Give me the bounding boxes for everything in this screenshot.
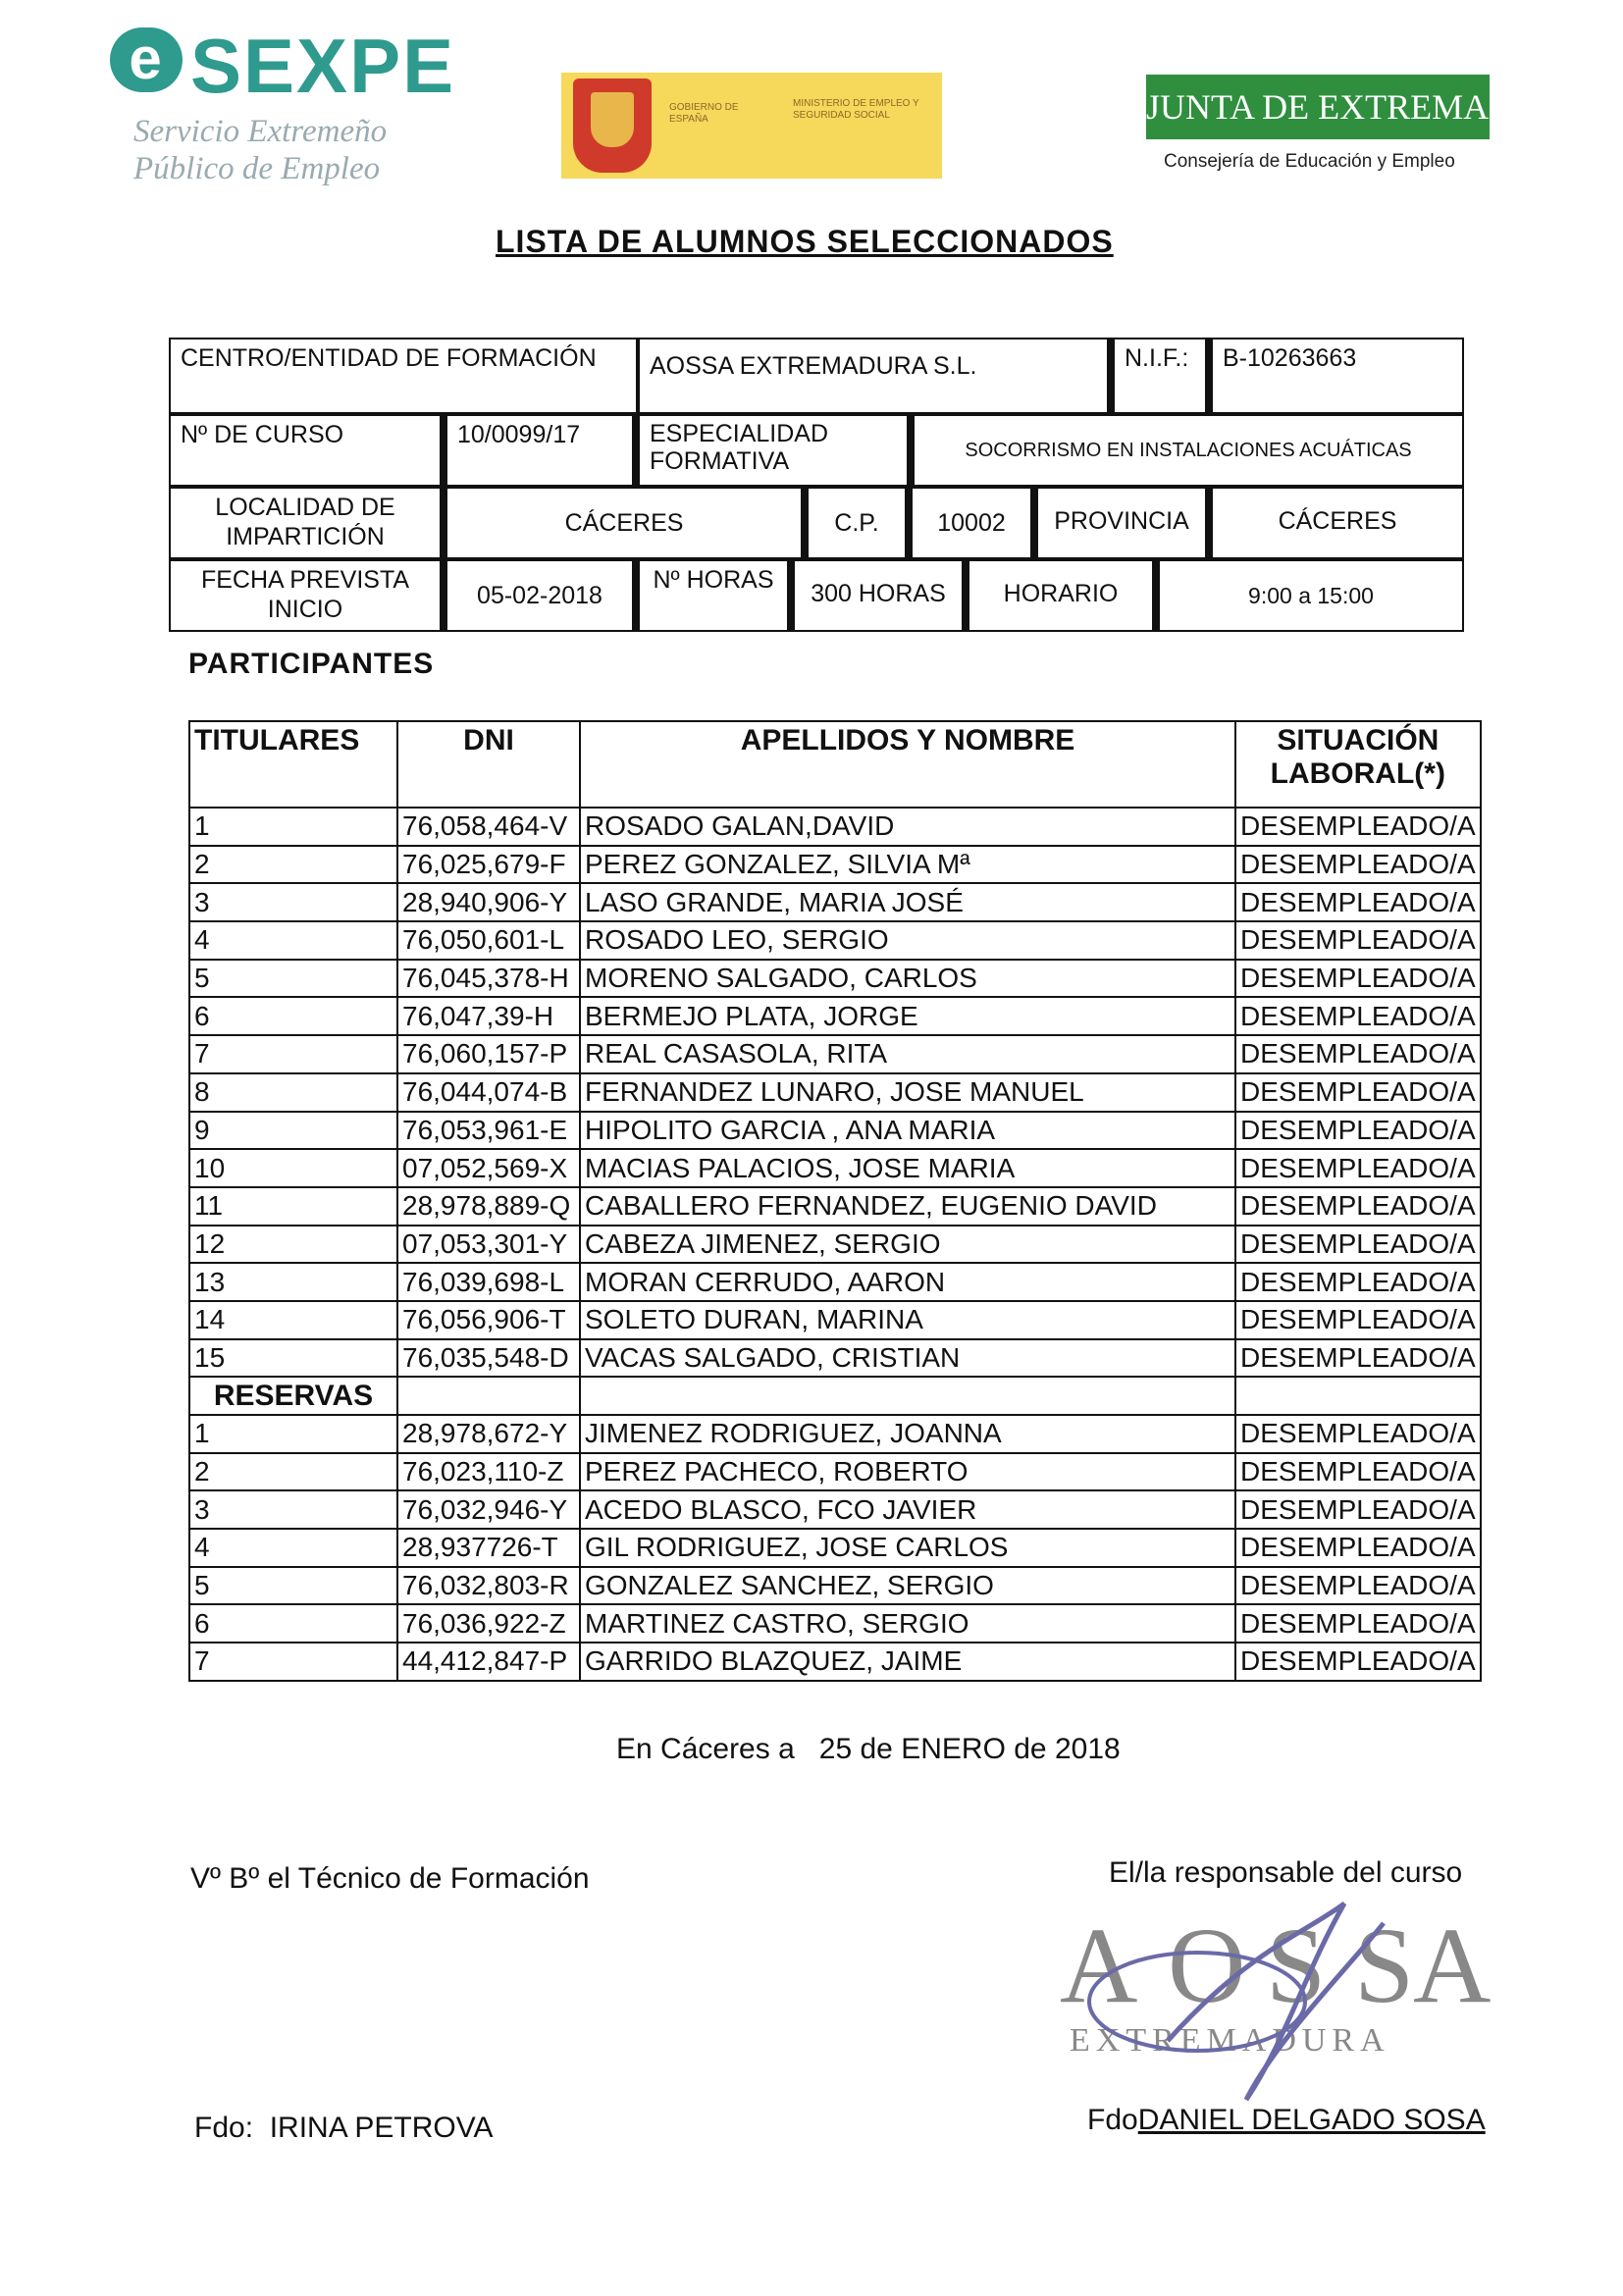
date-de: de	[1014, 1733, 1047, 1765]
row-situacion: DESEMPLEADO/A	[1235, 921, 1481, 960]
reservas-body	[189, 1377, 1481, 1681]
participants-heading: PARTICIPANTES	[188, 648, 435, 680]
row-dni: 76,032,803-R	[397, 1567, 580, 1605]
date-year: 2018	[1054, 1733, 1121, 1765]
localidad-label: LOCALIDAD DE IMPARTICIÓN	[169, 487, 445, 559]
row-name: MACIAS PALACIOS, JOSE MARIA	[580, 1149, 1235, 1187]
horas-value: 300 HORAS	[793, 559, 968, 632]
sexpe-line2: Público de Empleo	[133, 151, 381, 186]
titulares-body	[189, 808, 1481, 1377]
row-situacion: DESEMPLEADO/A	[1235, 846, 1481, 884]
table-row	[189, 846, 1481, 884]
junta-logo: JUNTA DE EXTREMADURA	[1146, 75, 1490, 139]
signature-right	[1087, 2104, 1486, 2137]
course-info-box	[169, 338, 1464, 632]
row-dni: 76,045,378-H	[397, 960, 580, 998]
table-row	[189, 1226, 1481, 1264]
svg-text:A: A	[1413, 1905, 1492, 2025]
horario-label: HORARIO	[968, 559, 1158, 632]
table-row	[189, 1149, 1481, 1187]
row-number: 14	[189, 1301, 397, 1339]
localidad-value: CÁCERES	[445, 487, 807, 559]
table-row	[189, 1035, 1481, 1073]
row-situacion: DESEMPLEADO/A	[1235, 808, 1481, 846]
sexpe-e-icon: e	[110, 27, 183, 92]
row-name: ACEDO BLASCO, FCO JAVIER	[580, 1490, 1235, 1529]
date-month: ENERO	[901, 1733, 1006, 1765]
fdo-name: IRINA PETROVA	[269, 2112, 494, 2144]
row-situacion: DESEMPLEADO/A	[1235, 997, 1481, 1035]
ministerio-text: MINISTERIO DE EMPLEO Y SEGURIDAD SOCIAL	[793, 98, 919, 121]
especialidad-label: ESPECIALIDAD FORMATIVA	[638, 414, 913, 487]
participants-table	[188, 720, 1482, 1682]
row-name: MORAN CERRUDO, AARON	[580, 1263, 1235, 1301]
row-dni: 76,060,157-P	[397, 1035, 580, 1073]
row-name: PEREZ GONZALEZ, SILVIA Mª	[580, 846, 1235, 884]
row-name: MARTINEZ CASTRO, SERGIO	[580, 1604, 1235, 1643]
row-name: PEREZ PACHECO, ROBERTO	[580, 1453, 1235, 1491]
row-situacion: DESEMPLEADO/A	[1235, 1263, 1481, 1301]
header-dni: DNI	[397, 721, 580, 808]
horas-label: Nº HORAS	[638, 559, 793, 632]
row-name: HIPOLITO GARCIA , ANA MARIA	[580, 1112, 1235, 1150]
row-situacion: DESEMPLEADO/A	[1235, 1490, 1481, 1529]
row-dni: 28,978,672-Y	[397, 1415, 580, 1453]
row-name: LASO GRANDE, MARIA JOSÉ	[580, 883, 1235, 921]
gobierno-logo	[561, 73, 942, 179]
date-de: de	[860, 1733, 893, 1765]
table-row	[189, 1490, 1481, 1529]
svg-text:S: S	[1354, 1905, 1415, 2025]
row-situacion: DESEMPLEADO/A	[1235, 960, 1481, 998]
row-situacion: DESEMPLEADO/A	[1235, 1415, 1481, 1453]
junta-subtitle: Consejería de Educación y Empleo	[1164, 151, 1455, 172]
row-situacion: DESEMPLEADO/A	[1235, 1035, 1481, 1073]
header-nombre: APELLIDOS Y NOMBRE	[580, 721, 1235, 808]
svg-text:O: O	[1168, 1905, 1246, 2025]
company-stamp-with-signature	[1050, 1894, 1492, 2119]
row-situacion: DESEMPLEADO/A	[1235, 1567, 1481, 1605]
row-name: ROSADO LEO, SERGIO	[580, 921, 1235, 960]
row-dni: 76,025,679-F	[397, 846, 580, 884]
signature-left	[194, 2112, 494, 2145]
row-situacion: DESEMPLEADO/A	[1235, 1073, 1481, 1112]
row-dni: 76,058,464-V	[397, 808, 580, 846]
row-number: 3	[189, 883, 397, 921]
table-header-row	[189, 721, 1481, 808]
table-row	[189, 960, 1481, 998]
row-name: FERNANDEZ LUNARO, JOSE MANUEL	[580, 1073, 1235, 1112]
row-situacion: DESEMPLEADO/A	[1235, 1149, 1481, 1187]
nif-label: N.I.F.:	[1113, 338, 1211, 414]
table-row	[189, 1453, 1481, 1491]
table-row	[189, 808, 1481, 846]
row-name: REAL CASASOLA, RITA	[580, 1035, 1235, 1073]
row-dni: 28,937726-T	[397, 1529, 580, 1567]
row-name: SOLETO DURAN, MARINA	[580, 1301, 1235, 1339]
row-dni: 28,978,889-Q	[397, 1187, 580, 1226]
row-number: 4	[189, 1529, 397, 1567]
table-row	[189, 921, 1481, 960]
curso-label: Nº DE CURSO	[169, 414, 445, 487]
row-number: 5	[189, 960, 397, 998]
row-number: 13	[189, 1263, 397, 1301]
row-number: 8	[189, 1073, 397, 1112]
row-name: CABALLERO FERNANDEZ, EUGENIO DAVID	[580, 1187, 1235, 1226]
sexpe-wordmark: e SEXPE	[110, 27, 455, 104]
table-row	[189, 1263, 1481, 1301]
centro-value: AOSSA EXTREMADURA S.L.	[638, 338, 1113, 414]
table-row	[189, 1339, 1481, 1378]
table-row	[189, 1529, 1481, 1567]
table-row	[189, 1112, 1481, 1150]
row-situacion: DESEMPLEADO/A	[1235, 1604, 1481, 1643]
row-situacion: DESEMPLEADO/A	[1235, 1453, 1481, 1491]
row-dni: 76,039,698-L	[397, 1263, 580, 1301]
fdo-label: Fdo:	[194, 2112, 254, 2144]
date-day: 25	[818, 1733, 853, 1765]
cp-value: 10002	[911, 487, 1036, 559]
row-name: JIMENEZ RODRIGUEZ, JOANNA	[580, 1415, 1235, 1453]
row-situacion: DESEMPLEADO/A	[1235, 883, 1481, 921]
row-situacion: DESEMPLEADO/A	[1235, 1339, 1481, 1378]
especialidad-value: SOCORRISMO EN INSTALACIONES ACUÁTICAS	[913, 414, 1464, 487]
row-number: 1	[189, 1415, 397, 1453]
header-situacion: SITUACIÓN LABORAL(*)	[1235, 721, 1481, 808]
curso-value: 10/0099/17	[445, 414, 638, 487]
row-dni: 76,053,961-E	[397, 1112, 580, 1150]
reservas-label: RESERVAS	[189, 1377, 397, 1415]
table-cell-empty	[397, 1377, 580, 1415]
row-name: GARRIDO BLAZQUEZ, JAIME	[580, 1643, 1235, 1681]
date-prefix: En Cáceres a	[616, 1733, 795, 1765]
row-dni: 44,412,847-P	[397, 1643, 580, 1681]
fdo-label: Fdo	[1087, 2104, 1138, 2136]
row-dni: 76,036,922-Z	[397, 1604, 580, 1643]
sexpe-logo	[110, 23, 483, 194]
table-row	[189, 1073, 1481, 1112]
svg-text:S: S	[1266, 1905, 1327, 2025]
responsable-label: El/la responsable del curso	[1109, 1856, 1463, 1889]
row-dni: 76,044,074-B	[397, 1073, 580, 1112]
row-dni: 76,056,906-T	[397, 1301, 580, 1339]
row-number: 6	[189, 1604, 397, 1643]
sexpe-line1: Servicio Extremeño	[133, 114, 388, 149]
svg-text:A: A	[1060, 1905, 1138, 2025]
vobo-label: Vº Bº el Técnico de Formación	[190, 1862, 590, 1895]
row-number: 7	[189, 1643, 397, 1681]
table-cell-empty	[580, 1377, 1235, 1415]
row-number: 7	[189, 1035, 397, 1073]
gobierno-text: GOBIERNO DE ESPAÑA	[669, 102, 739, 125]
row-name: BERMEJO PLATA, JORGE	[580, 997, 1235, 1035]
row-dni: 76,032,946-Y	[397, 1490, 580, 1529]
table-cell-empty	[1235, 1377, 1481, 1415]
centro-label: CENTRO/ENTIDAD DE FORMACIÓN	[169, 338, 638, 414]
row-number: 2	[189, 1453, 397, 1491]
fecha-value: 05-02-2018	[445, 559, 638, 632]
table-row	[189, 1301, 1481, 1339]
table-row	[189, 1567, 1481, 1605]
table-row	[189, 1643, 1481, 1681]
row-situacion: DESEMPLEADO/A	[1235, 1226, 1481, 1264]
row-dni: 76,035,548-D	[397, 1339, 580, 1378]
provincia-label: PROVINCIA	[1036, 487, 1211, 559]
row-situacion: DESEMPLEADO/A	[1235, 1529, 1481, 1567]
cp-label: C.P.	[807, 487, 911, 559]
row-situacion: DESEMPLEADO/A	[1235, 1643, 1481, 1681]
date-line	[616, 1733, 1121, 1766]
row-dni: 07,053,301-Y	[397, 1226, 580, 1264]
fecha-label: FECHA PREVISTA INICIO	[169, 559, 445, 632]
document-title: LISTA DE ALUMNOS SELECCIONADOS	[496, 224, 1114, 259]
row-number: 6	[189, 997, 397, 1035]
table-row	[189, 997, 1481, 1035]
row-dni: 76,047,39-H	[397, 997, 580, 1035]
table-row	[189, 1415, 1481, 1453]
row-number: 2	[189, 846, 397, 884]
row-name: GIL RODRIGUEZ, JOSE CARLOS	[580, 1529, 1235, 1567]
row-number: 1	[189, 808, 397, 846]
table-row	[189, 1187, 1481, 1226]
row-number: 15	[189, 1339, 397, 1378]
row-dni: 76,050,601-L	[397, 921, 580, 960]
row-number: 3	[189, 1490, 397, 1529]
row-number: 4	[189, 921, 397, 960]
row-name: ROSADO GALAN,DAVID	[580, 808, 1235, 846]
coat-of-arms-icon	[573, 78, 652, 173]
row-number: 9	[189, 1112, 397, 1150]
row-number: 10	[189, 1149, 397, 1187]
provincia-value: CÁCERES	[1211, 487, 1464, 559]
row-name: CABEZA JIMENEZ, SERGIO	[580, 1226, 1235, 1264]
table-row	[189, 1604, 1481, 1643]
row-situacion: DESEMPLEADO/A	[1235, 1112, 1481, 1150]
horario-value: 9:00 a 15:00	[1158, 559, 1464, 632]
row-number: 11	[189, 1187, 397, 1226]
row-dni: 76,023,110-Z	[397, 1453, 580, 1491]
svg-text:EXTREMADURA: EXTREMADURA	[1070, 2022, 1390, 2059]
row-number: 5	[189, 1567, 397, 1605]
row-number: 12	[189, 1226, 397, 1264]
row-dni: 28,940,906-Y	[397, 883, 580, 921]
reservas-label-row	[189, 1377, 1481, 1415]
row-situacion: DESEMPLEADO/A	[1235, 1301, 1481, 1339]
fdo-name: DANIEL DELGADO SOSA	[1137, 2104, 1486, 2136]
row-name: MORENO SALGADO, CARLOS	[580, 960, 1235, 998]
table-row	[189, 883, 1481, 921]
nif-value: B-10263663	[1211, 338, 1464, 414]
header-titulares: TITULARES	[189, 721, 397, 808]
row-name: VACAS SALGADO, CRISTIAN	[580, 1339, 1235, 1378]
row-situacion: DESEMPLEADO/A	[1235, 1187, 1481, 1226]
row-name: GONZALEZ SANCHEZ, SERGIO	[580, 1567, 1235, 1605]
row-dni: 07,052,569-X	[397, 1149, 580, 1187]
